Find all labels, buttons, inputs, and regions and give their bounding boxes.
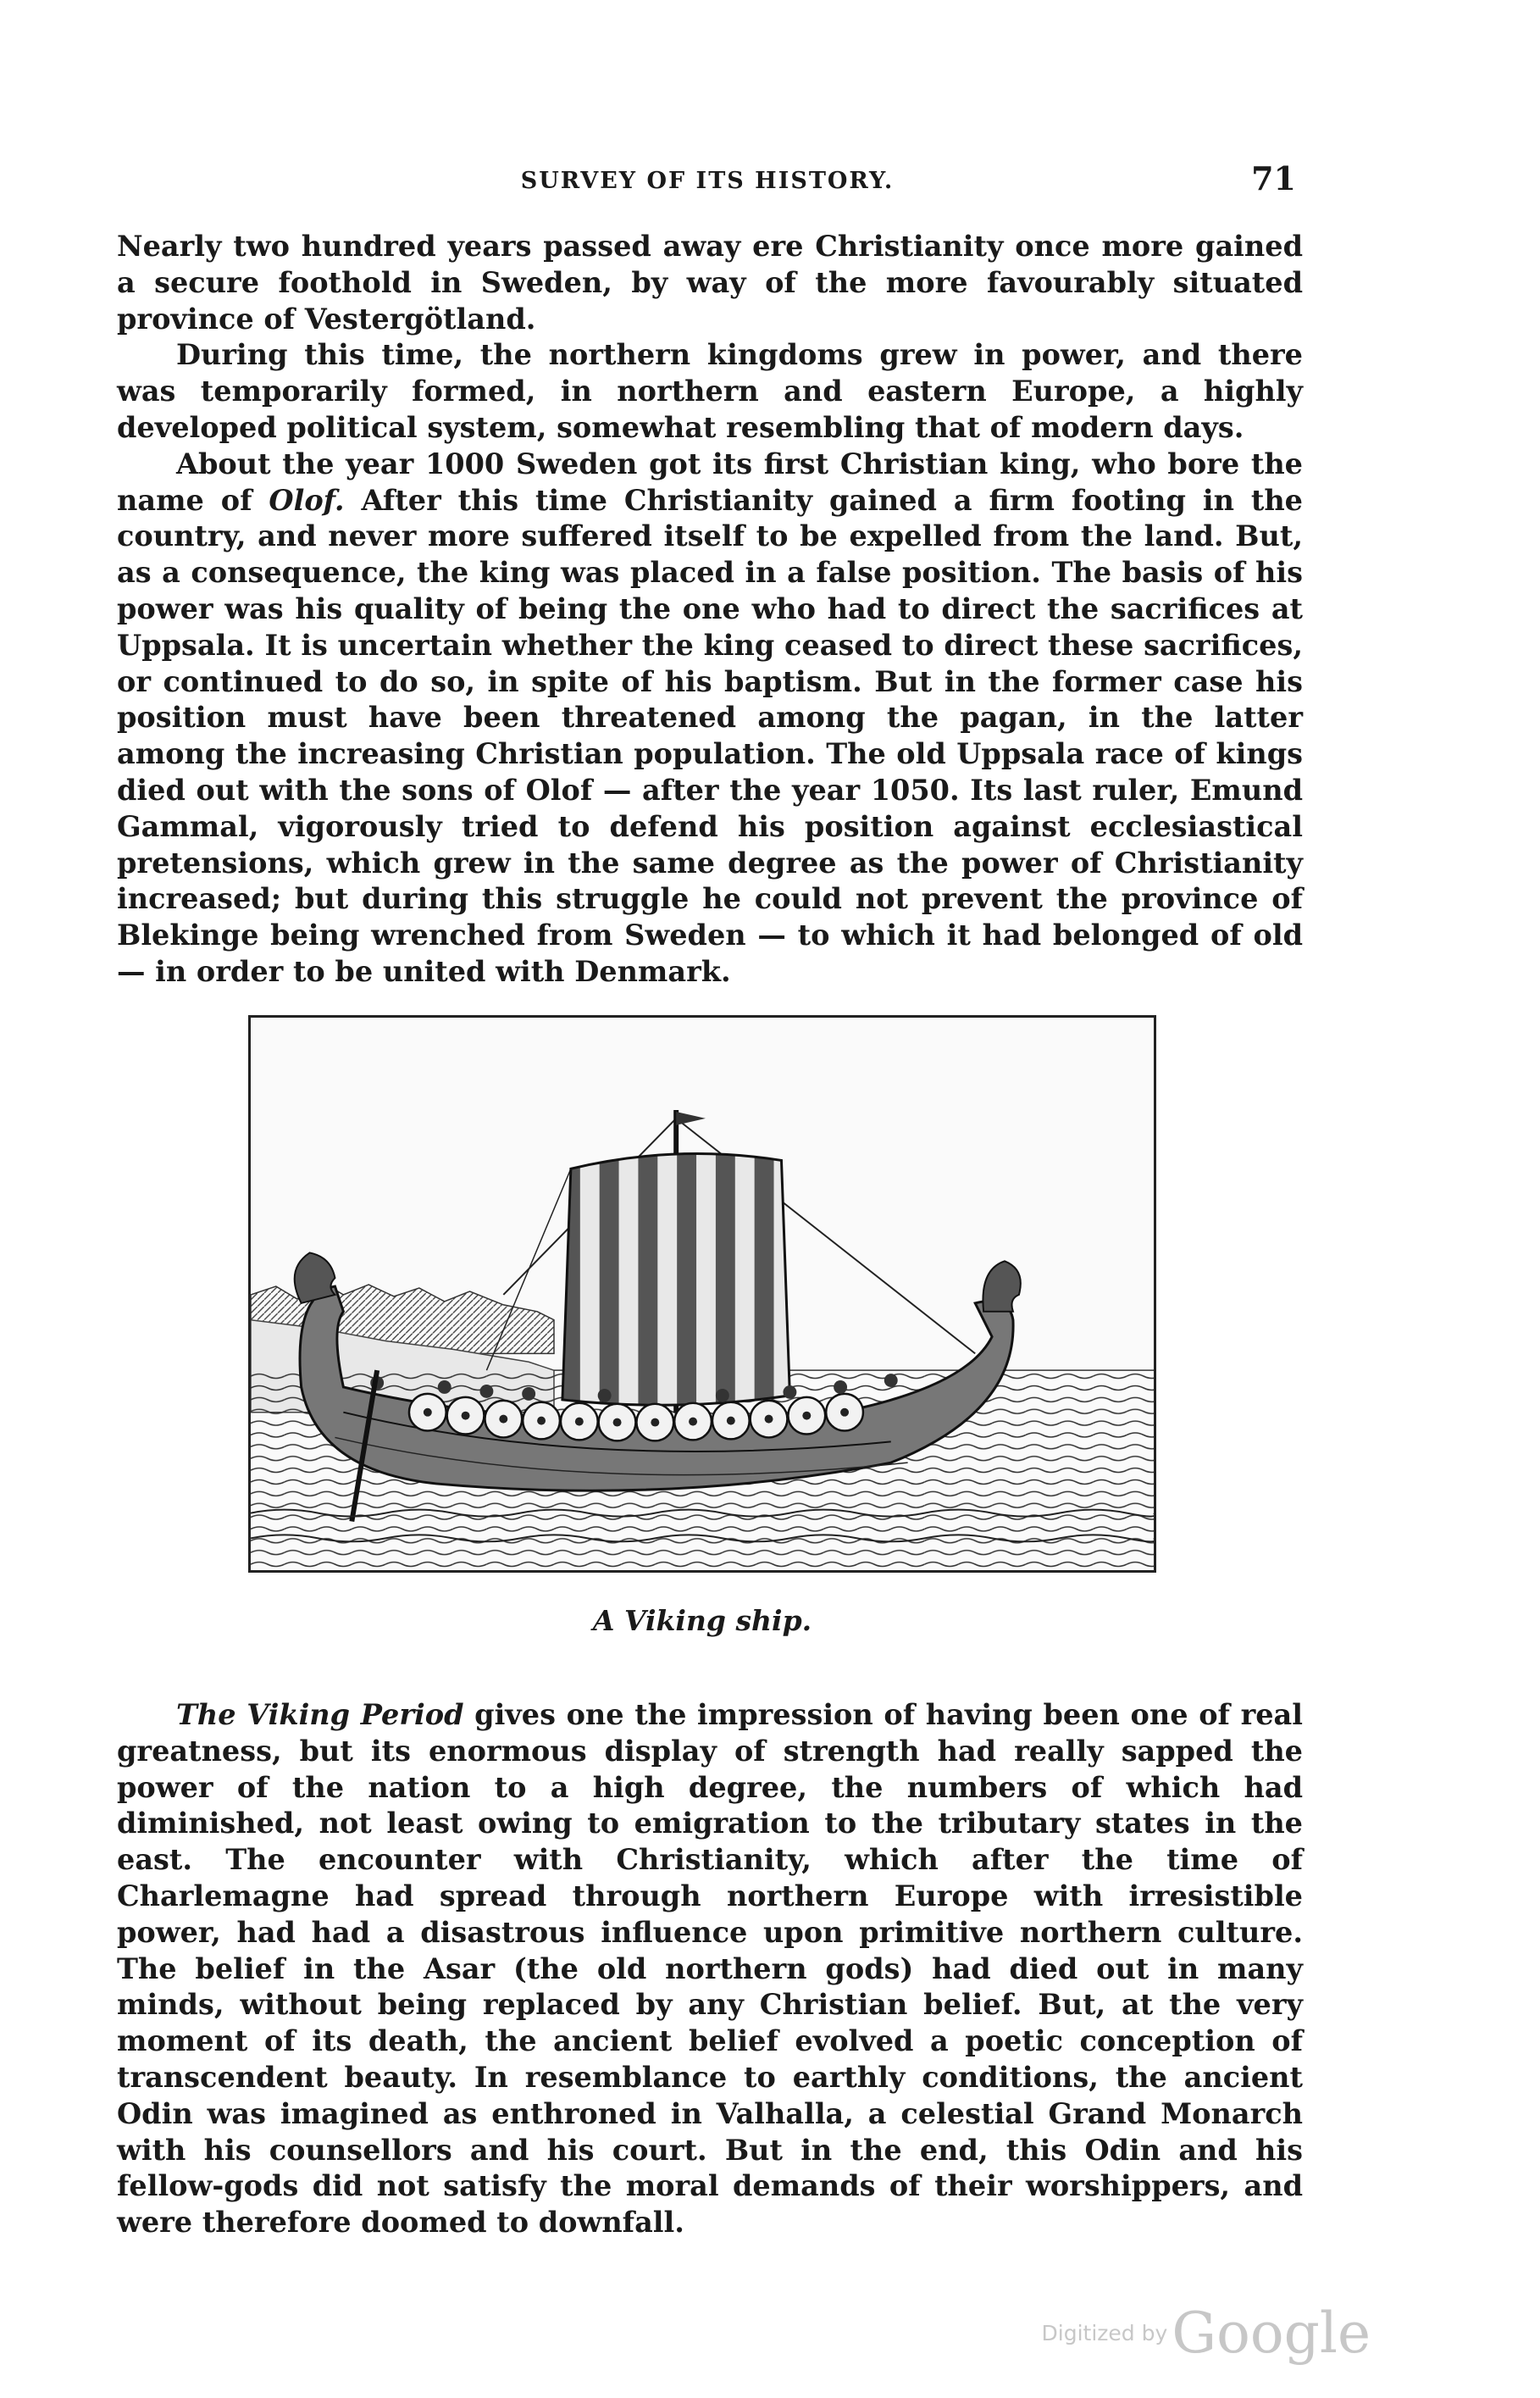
watermark-prefix: Digitized by [1041, 2321, 1168, 2345]
digitized-watermark [1042, 2301, 1371, 2366]
viking-period-lead: The Viking Period [176, 1698, 464, 1731]
running-head [119, 159, 1296, 202]
google-logo: Google [1172, 2301, 1371, 2366]
bottom-text-block [117, 1697, 1303, 2241]
king-name-olof: Olof. [269, 483, 345, 517]
page-number: 71 [1251, 159, 1296, 197]
viking-ship-illustration [248, 1015, 1156, 1573]
paragraph-viking-period [117, 1697, 1303, 2241]
top-text-block [117, 229, 1303, 991]
paragraph-olof-rest: After this time Christianity gained a firm footing in the country, and never more suffered itself to be expelled from the land. But, as a consequence, the king was placed in a false position. The basis of his power was his quality of being the one who had to direct the sacrifices at Uppsala. It is uncertain whether the king ceased to direct these sacrifices, or continued to do so, in spite of his baptism. But in the former case his position must have been threatened among the pagan, in the latter among the increasing Christian population. The old Uppsala race of kings died out with the sons of Olof — after the year 1050. Its last ruler, Emund Gammal, vigorously tried to defend his position against ecclesiastical pretensions, which grew in the same degree as the power of Christianity increased; but during this struggle he could not prevent the province of Blekinge being wrenched from Sweden — to which it had belonged of old — in order to be united with Denmark. [117, 483, 1303, 988]
paragraph-northern-kingdoms: During this time, the northern kingdoms grew in power, and there was temporarily formed, in northern and eastern Europe, a highly developed political system, somewhat resembling that of modern days. [117, 338, 1303, 444]
running-title: SURVEY OF ITS HISTORY. [520, 168, 895, 194]
paragraph-first-christian-king [117, 447, 1303, 991]
viking-period-text: gives one the impression of having been one of real greatness, but its enormous display of strength had really sapped the power of the nation to a high degree, the numbers of which had diminished, not least owing to emigration to the tributary states in the east. The encounter with Christianity, which after the time of Charlemagne had spread through northern Europe with irresistible power, had had a disastrous influence upon primitive northern culture. The belief in the Asar (the old northern gods) had died out in many minds, without being replaced by any Christian belief. But, at the very moment of its death, the ancient belief evolved a poetic conception of transcendent beauty. In resemblance to earthly conditions, the ancient Odin was imagined as enthroned in Valhalla, a celestial Grand Monarch with his counsellors and his court. But in the end, this Odin and his fellow-gods did not satisfy the moral demands of their worshippers, and were therefore doomed to downfall. [117, 1698, 1303, 2240]
paragraph-olof-start: About the year 1000 Sweden got its first Christian king, who bore the name of [117, 447, 1303, 517]
viking-ship-engraving [251, 1018, 1154, 1570]
figure-caption: A Viking ship. [592, 1604, 812, 1637]
paragraph-vestergotland: Nearly two hundred years passed away ere Christianity once more gained a secure foothold in Sweden, by way of the more favourably situated province of Vestergötland. [117, 230, 1303, 336]
